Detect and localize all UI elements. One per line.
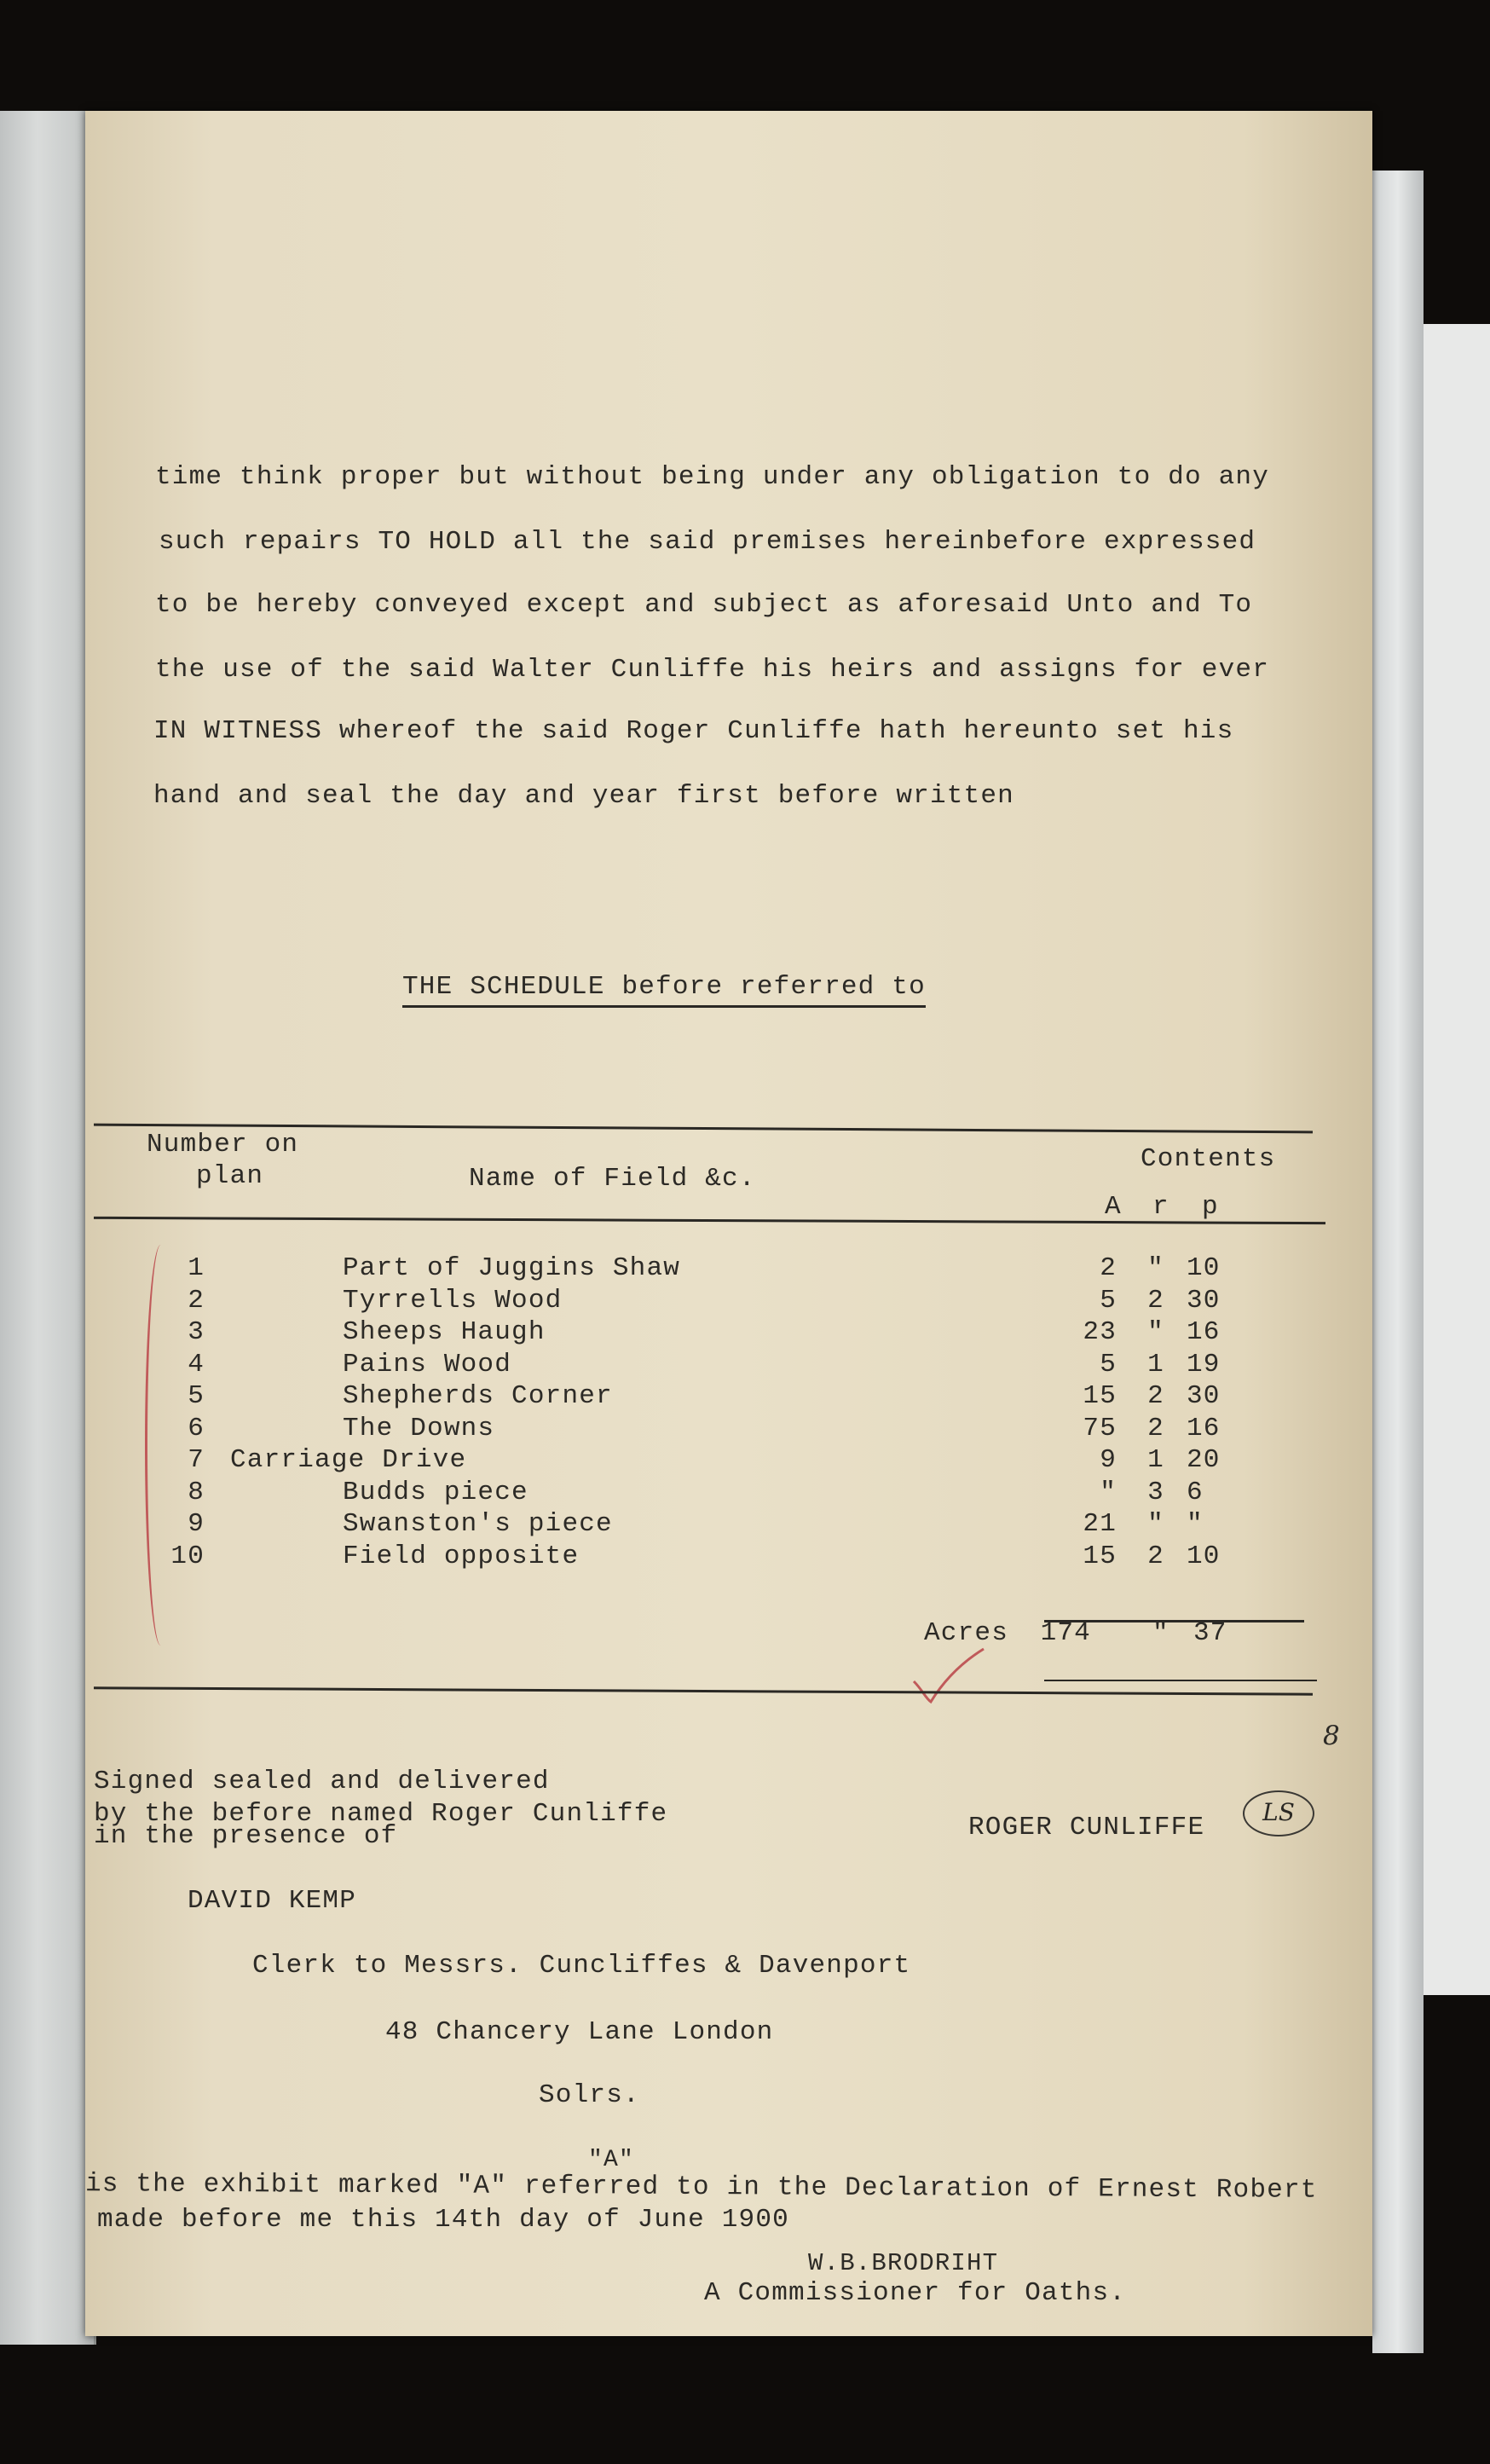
- row-number: 7: [188, 1445, 205, 1475]
- row-number: 1: [188, 1253, 205, 1283]
- row-number: 8: [188, 1478, 205, 1507]
- total-roods: ": [1152, 1618, 1169, 1648]
- row-field-name: Field opposite: [343, 1541, 580, 1571]
- header-roods: r: [1152, 1192, 1169, 1222]
- row-perches: 16: [1187, 1317, 1221, 1347]
- witness-title: Solrs.: [539, 2080, 640, 2110]
- body-line-3: to be hereby conveyed except and subject as aforesaid Unto and To: [155, 590, 1253, 620]
- witness-address: 48 Chancery Lane London: [385, 2017, 774, 2047]
- row-roods: 2: [1147, 1286, 1164, 1316]
- row-field-name: Swanston's piece: [343, 1509, 613, 1539]
- signatory-name: ROGER CUNLIFFE: [968, 1813, 1205, 1842]
- body-line-2: such repairs TO HOLD all the said premises hereinbefore expressed: [159, 527, 1256, 557]
- row-roods: ": [1147, 1317, 1164, 1347]
- row-perches: 30: [1187, 1286, 1221, 1316]
- row-perches: 30: [1187, 1381, 1221, 1411]
- row-perches: 19: [1187, 1350, 1221, 1379]
- row-acres: 75: [1083, 1414, 1117, 1443]
- exhibit-line-2: made before me this 14th day of June 1900: [97, 2205, 789, 2235]
- row-field-name: Shepherds Corner: [343, 1381, 613, 1411]
- row-roods: ": [1147, 1509, 1164, 1539]
- row-field-name: Pains Wood: [343, 1350, 512, 1379]
- body-line-4: the use of the said Walter Cunliffe his heirs and assigns for ever: [155, 655, 1269, 685]
- row-number: 9: [188, 1509, 205, 1539]
- exhibit-line-1: is the exhibit marked "A" referred to in the Declaration of Ernest Robert: [84, 2169, 1318, 2206]
- seal-mark: LS: [1243, 1790, 1314, 1836]
- row-perches: 10: [1187, 1253, 1221, 1283]
- table-bottom-rule: [94, 1686, 1313, 1695]
- row-roods: 2: [1147, 1414, 1164, 1443]
- row-acres: 15: [1083, 1541, 1117, 1571]
- row-roods: 1: [1147, 1350, 1164, 1379]
- total-perches: 37: [1193, 1618, 1227, 1648]
- header-field-name: Name of Field &c.: [469, 1164, 756, 1194]
- total-bottom-rule: [1044, 1680, 1317, 1681]
- table-header-rule: [94, 1217, 1325, 1224]
- row-roods: 2: [1147, 1381, 1164, 1411]
- commissioner-name: W.B.BRODRIHT: [808, 2249, 999, 2277]
- row-number: 4: [188, 1350, 205, 1379]
- signing-line-1: Signed sealed and delivered: [94, 1767, 550, 1796]
- header-number-line2: plan: [196, 1161, 264, 1191]
- row-perches: ": [1187, 1509, 1204, 1539]
- row-number: 5: [188, 1381, 205, 1411]
- row-roods: 2: [1147, 1541, 1164, 1571]
- row-field-name: Budds piece: [343, 1478, 528, 1507]
- exhibit-mark: "A": [588, 2147, 635, 2173]
- header-number-line1: Number on: [147, 1130, 299, 1160]
- row-number: 2: [188, 1286, 205, 1316]
- witness-role: Clerk to Messrs. Cuncliffes & Davenport: [252, 1951, 911, 1981]
- body-line-1: time think proper but without being under any obligation to do any: [155, 462, 1269, 492]
- signing-line-3: in the presence of: [94, 1821, 398, 1851]
- row-roods: ": [1147, 1253, 1164, 1283]
- red-check-mark: [910, 1646, 987, 1705]
- row-acres: 21: [1083, 1509, 1117, 1539]
- row-number: 3: [188, 1317, 205, 1347]
- header-contents: Contents: [1141, 1144, 1276, 1174]
- right-sheet-edge: [1424, 324, 1490, 1995]
- total-acres: 174: [1040, 1618, 1091, 1648]
- body-line-5: IN WITNESS whereof the said Roger Cunliffe hath hereunto set his: [153, 716, 1234, 746]
- body-line-6: hand and seal the day and year first before written: [153, 781, 1014, 811]
- row-acres: ": [1100, 1478, 1117, 1507]
- header-acres: A: [1105, 1192, 1122, 1222]
- header-perches: p: [1202, 1192, 1219, 1222]
- row-acres: 5: [1100, 1286, 1117, 1316]
- schedule-title: THE SCHEDULE before referred to: [402, 972, 926, 1008]
- row-perches: 20: [1187, 1445, 1221, 1475]
- row-field-name: Sheeps Haugh: [343, 1317, 546, 1347]
- row-acres: 9: [1100, 1445, 1117, 1475]
- row-acres: 23: [1083, 1317, 1117, 1347]
- row-perches: 16: [1187, 1414, 1221, 1443]
- document-page: [85, 111, 1372, 2336]
- row-perches: 6: [1187, 1478, 1204, 1507]
- commissioner-title: A Commissioner for Oaths.: [704, 2278, 1127, 2308]
- left-binder-edge: [0, 111, 96, 2345]
- row-number: 6: [188, 1414, 205, 1443]
- row-roods: 1: [1147, 1445, 1164, 1475]
- row-perches: 10: [1187, 1541, 1221, 1571]
- row-acres: 2: [1100, 1253, 1117, 1283]
- margin-mark: 8: [1323, 1721, 1341, 1751]
- right-binder-edge: [1372, 171, 1424, 2353]
- row-field-name: Tyrrells Wood: [343, 1286, 563, 1316]
- row-field-name: Carriage Drive: [230, 1445, 467, 1475]
- row-acres: 15: [1083, 1381, 1117, 1411]
- signing-line-2: by the before named Roger Cunliffe: [94, 1799, 668, 1829]
- row-acres: 5: [1100, 1350, 1117, 1379]
- row-field-name: Part of Juggins Shaw: [343, 1253, 681, 1283]
- row-roods: 3: [1147, 1478, 1164, 1507]
- witness-name: DAVID KEMP: [188, 1886, 357, 1916]
- row-field-name: The Downs: [343, 1414, 495, 1443]
- row-number: 10: [170, 1541, 205, 1571]
- total-label: Acres: [924, 1618, 1009, 1648]
